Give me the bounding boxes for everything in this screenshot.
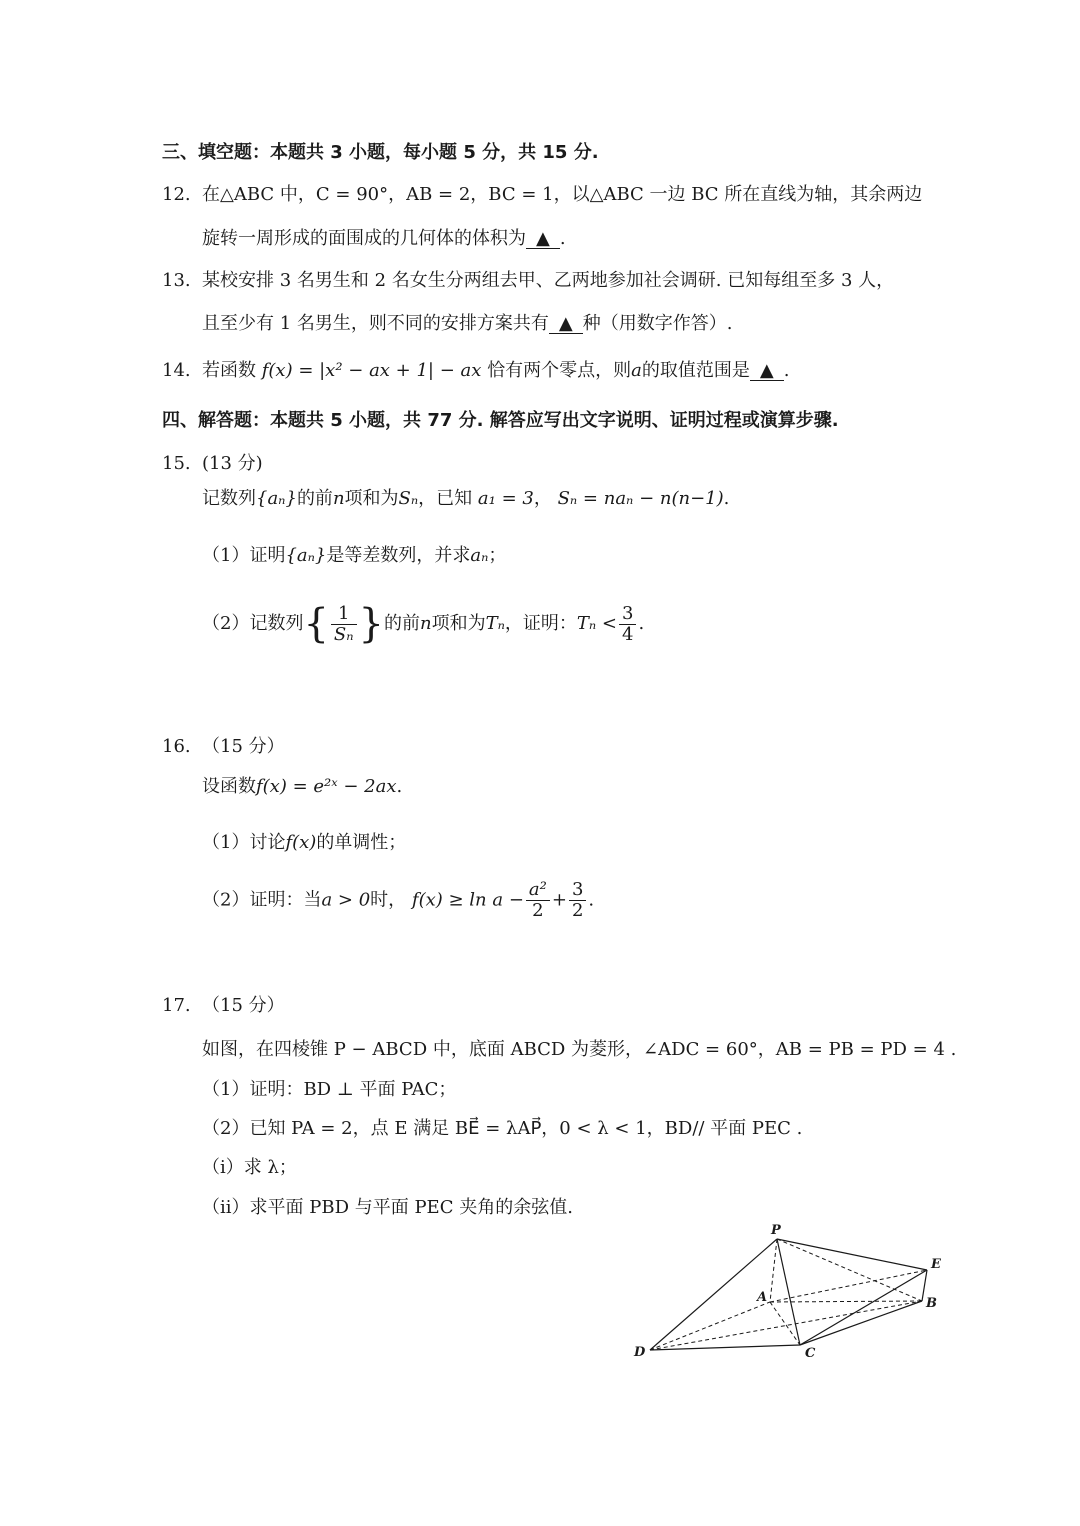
q16-p2-label: （2） (202, 889, 250, 911)
q15-p1-end: ； (488, 545, 507, 566)
q15-p2-label: （2） (202, 613, 250, 634)
q17-part2ii (202, 1199, 573, 1217)
q13-line2 (202, 315, 732, 334)
q12-number: 12. (162, 184, 191, 205)
q15-number: 15. (162, 453, 191, 474)
label-C: C (805, 1346, 816, 1361)
q16-frac-3-over-2 (569, 880, 586, 921)
q16-p2-end: . (588, 889, 595, 911)
q16-p2-cond: a > 0 (321, 889, 371, 911)
q15-score: (13 分) (202, 453, 263, 474)
q16-p1-label: （1） (202, 832, 250, 853)
q16-frac2-top: 3 (569, 880, 586, 901)
q16-part2 (202, 880, 594, 921)
q14-line (162, 362, 789, 381)
pyramid-figure (630, 1222, 970, 1382)
q13-text2-end: 种（用数字作答）. (582, 313, 733, 334)
q15-frac2-bot: 4 (622, 623, 634, 645)
q15-p1-pre: 证明 (249, 545, 286, 566)
label-A: A (757, 1290, 768, 1305)
q15-seq: {aₙ} (256, 488, 297, 509)
q15-frac-bot: Sₙ (333, 623, 354, 645)
q16-formula: f(x) = e²ˣ − 2ax (256, 776, 397, 797)
q15-stem (202, 490, 729, 508)
q16-header (162, 738, 285, 756)
q15-stem-mid1: 的前 (296, 488, 333, 509)
q15-stem-mid2: 项和为 (344, 488, 399, 509)
q16-p1-pre: 讨论 (249, 832, 286, 853)
q15-header (162, 455, 263, 473)
section3-heading (162, 144, 599, 162)
q17-stem-text: 如图，在四棱锥 P − ABCD 中，底面 ABCD 为菱形，∠ADC = 60°，AB = PB = PD = 4 . (202, 1039, 957, 1060)
q15-p2-pre: 记数列 (249, 613, 304, 634)
q12-text1: 在△ABC 中，C = 90°，AB = 2，BC = 1，以△ABC 一边 BC 所在直线为轴，其余两边 (202, 184, 923, 205)
q15-p2-mid1: 的前 (384, 613, 420, 634)
q12-text2: 旋转一周形成的面围成的几何体的体积为 (202, 228, 526, 249)
q15-n: n (332, 488, 345, 509)
q17-stem (202, 1041, 956, 1059)
q12-line1 (162, 186, 922, 204)
q15-frac-3-over-4 (619, 604, 636, 645)
section3-heading-text: 三、填空题：本题共 3 小题，每小题 5 分，共 15 分. (162, 142, 599, 163)
q15-p1-an: aₙ (470, 545, 489, 566)
q15-stem-end: . (723, 488, 730, 509)
q14-formula: f(x) = |x² − ax + 1| − ax (261, 360, 482, 381)
q17-p1-text: （1）证明：BD ⊥ 平面 PAC； (202, 1079, 457, 1100)
section4-heading-text: 四、解答题：本题共 5 小题，共 77 分. 解答应写出文字说明、证明过程或演算步骤. (162, 410, 839, 431)
q14-answer-blank: ▲ (750, 362, 784, 381)
q16-p2-ineq: f(x) ≥ ln a − (411, 889, 524, 911)
q13-text1: 某校安排 3 名男生和 2 名女生分两组去甲、乙两地参加社会调研. 已知每组至多 3 人， (202, 270, 895, 291)
q16-frac-a2-over-2 (526, 880, 550, 921)
edge-PB (777, 1239, 922, 1301)
q14-mid: 恰有两个零点，则 (487, 360, 632, 381)
q17-p2ii-text: （ii）求平面 PBD 与平面 PEC 夹角的余弦值. (202, 1197, 573, 1218)
q15-sep: ， (533, 488, 552, 509)
q15-frac2-top: 3 (619, 604, 636, 625)
q17-score: （15 分） (202, 995, 285, 1016)
q15-p2-mid3: ，证明： (504, 613, 577, 634)
q15-part1 (202, 547, 506, 565)
q17-part2i (202, 1159, 297, 1177)
q13-text2: 且至少有 1 名男生，则不同的安排方案共有 (202, 313, 549, 334)
q17-part1 (202, 1081, 456, 1099)
q12-answer-blank: ▲ (526, 230, 560, 249)
q16-stem-end: . (396, 776, 403, 797)
q17-part2 (202, 1120, 802, 1138)
edge-PE (777, 1239, 927, 1270)
q14-number: 14. (162, 360, 191, 381)
q15-p1-label: （1） (202, 545, 250, 566)
q15-left-brace: { (303, 601, 329, 647)
q15-p2-Tn: Tₙ (485, 613, 505, 634)
q12-line2 (202, 230, 566, 249)
label-D: D (634, 1345, 646, 1360)
q16-number: 16. (162, 736, 191, 757)
q13-line1 (162, 272, 894, 290)
q15-frac-top: 1 (331, 604, 357, 625)
q16-frac1-bot: 2 (532, 899, 544, 921)
q14-post: 的取值范围是 (641, 360, 750, 381)
q16-part1 (202, 834, 406, 852)
q15-cond1: a₁ = 3 (477, 488, 534, 509)
q15-stem-pre: 记数列 (202, 488, 256, 509)
label-B: B (926, 1296, 937, 1311)
q13-answer-blank: ▲ (549, 315, 583, 334)
q16-p2-plus: + (551, 889, 567, 911)
q16-stem (202, 778, 402, 796)
q16-p2-mid: 时， (370, 889, 407, 911)
q16-p1-f: f(x) (285, 832, 317, 853)
q15-p2-ineq: Tₙ < (576, 613, 618, 634)
q15-part2 (202, 600, 644, 648)
q15-p1-seq: {aₙ} (285, 545, 327, 566)
q15-right-brace: } (358, 601, 384, 647)
q17-number: 17. (162, 995, 191, 1016)
label-P: P (771, 1223, 781, 1238)
q14-end: . (783, 360, 790, 381)
q16-frac1-top: a² (526, 880, 550, 901)
edge-CB (800, 1301, 922, 1345)
label-E: E (931, 1257, 941, 1272)
q15-frac-1-over-Sn (331, 604, 357, 645)
q15-stem-mid3: ，已知 (418, 488, 473, 509)
q13-number: 13. (162, 270, 191, 291)
q16-p1-post: 的单调性； (316, 832, 407, 853)
q15-p2-end: . (638, 613, 645, 634)
q15-p2-n: n (420, 613, 432, 634)
edge-AE (770, 1270, 927, 1302)
q16-score: （15 分） (202, 736, 285, 757)
edge-DA (650, 1302, 770, 1350)
q15-p1-mid: 是等差数列，并求 (326, 545, 471, 566)
edge-PA (770, 1239, 777, 1302)
q15-cond2: Sₙ = naₙ − n(n−1) (557, 488, 724, 509)
section4-heading (162, 412, 839, 430)
q17-p2-text: （2）已知 PA = 2，点 E 满足 BE⃗ = λAP⃗，0 < λ < 1，BD// 平面 PEC . (202, 1118, 803, 1139)
q16-frac2-bot: 2 (571, 899, 584, 921)
q15-p2-mid2: 项和为 (431, 613, 486, 634)
q16-p2-pre: 证明：当 (249, 889, 322, 911)
q14-var: a (631, 360, 642, 381)
edge-AB (770, 1301, 922, 1302)
edge-PC (777, 1239, 800, 1345)
edge-CE (800, 1270, 927, 1345)
q17-p2i-text: （i）求 λ； (202, 1157, 297, 1178)
q16-stem-pre: 设函数 (202, 776, 256, 797)
q17-header (162, 997, 285, 1015)
q15-Sn: Sₙ (398, 488, 419, 509)
q12-text2-end: . (559, 228, 566, 249)
q14-pre: 若函数 (202, 360, 256, 381)
